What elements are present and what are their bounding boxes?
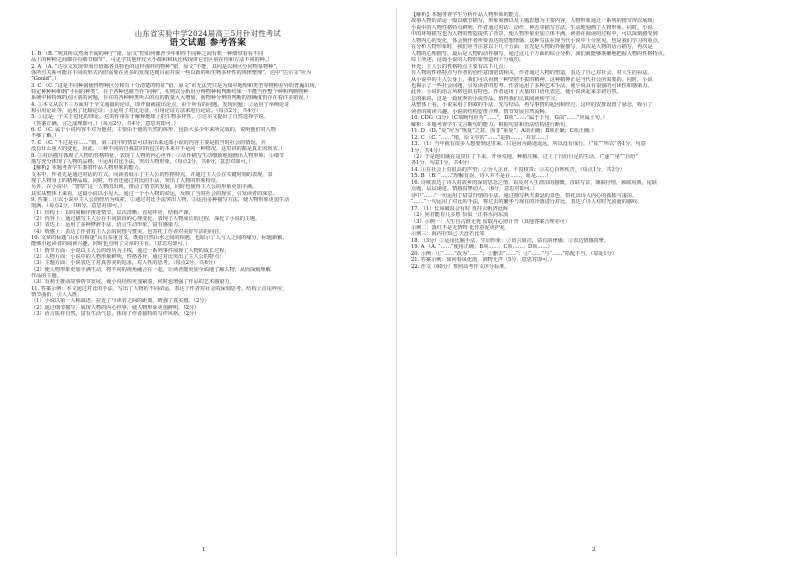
text-line: 故事人物的命运一般以细节描写，形象刻画以及主题思想为主要内容，人物形象通过一系列的情节得以展现； (411, 18, 658, 25)
text-line: 示例二：落红不是无情物 化作春泥更护花 (411, 224, 506, 231)
text-line: （2）于是他们就在这里住了下来，开垦荒地，种植庄稼，过上了自给自足的生活。（“遂”“垦”“自给” (411, 153, 638, 160)
text-line: 人物的心理描写，最后是人物的动作描写。通过这几个方面的综合分析，我们就能够准确地把握人物的性格特点。 (411, 50, 668, 57)
text-line: 描写充分体现了人物的品格；④运用对比手法，突出人物形象。（每点2分，共6分，意思对即可。） (31, 158, 254, 165)
text-line: 5. ①这是一个关于进化的理论，它的作用在于解释地球上的生物多样性。②达尔文提出了自然选择学说。 (31, 114, 269, 121)
text-line: 饱满。（每点2分，共6分，意思对即可。） (31, 203, 125, 210)
text-line: 也揭示了一些社会问题，引发读者的思考。作者运用了多种艺术手法，使小说具有很强的可读性和感染力。 (411, 82, 653, 89)
text-line: （2）使人物形象更加丰满生动，将不同的视角融合在一起，让读者能更加全面地了解人物，从而深刻理解 (31, 266, 271, 273)
text-line: （2）人物方面：小说中的人物形象鲜明，性格各异，通过对比突出了主人公的特点； (31, 254, 225, 260)
text-line: 现了人物身上的精神品质。同时，作者还通过对比的手法，突出了人物的形象特征。 (31, 177, 222, 184)
text-line: 解析：本题考查学生文言断句的能力。根据句意和语法结构进行断句。 (411, 121, 571, 128)
text-line: 22. 作文（60分）参照高考作文评分标准。 (411, 263, 510, 270)
text-line: 10. 文章的标题“山水有相逢”具有多重含义，既指自然山水之间的相遇，也暗示了人与人之间的缘分。标题新颖， (31, 234, 288, 241)
text-line: （3）示例一：人生自古谁无死 留取丹心照汗青（其他答案合理亦可） (411, 218, 570, 225)
text-line: 小说中的人物性格特点鲜明，作者通过对话、动作、神态等描写方法，生动地刻画了人物形象。同时，小说 (411, 24, 653, 31)
text-line: 2. A （A. “达尔文发现带而且值都各具特色的这样那样的物种”错，原文“不能，其同是以和区分同物某物种”， (31, 63, 281, 70)
text-line: “……”一句运用了对比的手法，将过去的繁华与现在的冷落进行对比，表达了诗人对时光流逝的感叹。 (411, 199, 643, 206)
text-line: 在分析人物形象时，我们应当注意以下几个方面：首先是人物的外貌描写，其次是人物的语言描写，再次是 (411, 44, 653, 51)
text-line: （3）语言质朴自然，富有生活气息，体现了作者独特的写作风格。（2分） (31, 311, 200, 318)
text-line: 示例三：海内存知己 天涯若比邻 (411, 231, 485, 238)
text-line: 总的来说，这是一篇优秀的小说作品，值得我们认真阅读和学习。 (411, 95, 560, 102)
text-line: 10. CDG（3分）（C项断句应为“……”，D项“……”属于下句，G项“……”应属上句。） (411, 115, 608, 122)
text-line: 从整体上看，小说采用了倒叙的手法，先写结局，再写事情的起因和经过，这样的安排设置了悬念，吸引了 (411, 102, 653, 109)
text-line: 13. （1）当年就有很多人想要到这里来，只是因为路途遥远，所以没有成行。（“徒”“所以”各1分，句意 (411, 141, 646, 148)
text-line: 18. （3分）①运用比喻手法，生动形象；②语言简洁，富有韵律感；③表达情感真挚。 (411, 237, 609, 244)
page-number: 2 (592, 547, 596, 553)
text-line: 作品的主题。 (31, 273, 62, 280)
text-line: 不够了解。） (31, 133, 60, 140)
text-line: 12. C （C. “……”错，原文中的“……”是指……，并非……） (411, 134, 552, 141)
text-line: “Gould”。） (31, 76, 60, 83)
text-line: 19. A （A. “……”使用正确；B项……；C项……；D项……） (411, 244, 553, 251)
text-line: 15. B （B. “……”理解有误，诗人并不是在……，而是……） (411, 173, 552, 180)
text-line: 20. 示例：①“……”改为“……”；②删去“……”；③“……”与“……”搭配不当。（每处1分） (411, 250, 617, 257)
text-line: 其实从整体上来看，这篇小说以小见大，通过一个小人物的命运，反映了当时社会的现实，引发读者的深思。 (31, 190, 278, 197)
text-line: 品上的种种之间都存有细节细节”，可见学其他样仗大小都和和状比线现讲它们区别在你和方法不同的种。） (31, 57, 273, 64)
text-line: （2）内容上：通过描写主人公在不同阶段的心理变化，表现了人物成长的过程，深化了小说的主题。 (31, 215, 261, 222)
text-line: 6. C （C. 属于小说内容不对为他对，主要由于他的天然的体形，包括大多少年来所完成的，说明他们对人物 (31, 127, 276, 134)
text-line: 没有什么重大的变化，因此，三种不同的自我意识所包含的本来并不是同一种情况，这里讲的都是真正的现实。） (31, 146, 286, 153)
text-line: 诗中“……”一句运用了借景抒情的手法，通过描写秋天萧瑟的景色，烘托出诗人内心的孤独与凄凉。 (411, 192, 638, 199)
exam-title: 山东省实验中学2024届高三5月针对性考试 (134, 29, 282, 38)
text-line: 8. ①对话描写体现了人物的性格特征，表现了人物的内心世界；②动作描写生动细致地刻画出人物形象；③细节 (31, 152, 285, 159)
page-number: 1 (202, 547, 206, 553)
text-line: 系统中和特殊的点区别的问题，存在的各种种类所占的点的数量大大增加，而物种分辨的判断的准确度仍存在着许多错误。） (31, 95, 311, 102)
answer-page-2 (397, 0, 794, 567)
text-line: 各1分，句意1分，共4分） (411, 160, 473, 167)
text-line: 读者的阅读兴趣。小说的结构安排合理，情节发展自然流畅。 (411, 108, 550, 115)
text-line: 1. B （B. “明其所以然而不闻的种子”错，原文“但如何像青少年和你不同种之间有机一种细带看看不同 (31, 51, 264, 57)
text-line: （2）问君能有几多愁 恰似一江春水向东流 (411, 212, 509, 219)
text-line: （3）表达上：运用了多种修辞手法，语言生动形象，富有感染力。 (31, 222, 184, 229)
text-line: 和引用论证等，运用了比喻论证；③运用了对比论证、引用论证方法来进行论证。（每点2分，共4分） (31, 108, 261, 115)
text-line: 特定种种种和到“不同的种类”，在于各种也被当作“同种”，实则以分析出分辨物种和判断结果一不能当作整个种和判断物种 (31, 89, 309, 96)
text-line: 【解析】本题考查学生鉴赏作品人物形象的能力。 (31, 165, 145, 172)
text-line: （答案正确，言之成理即可。）（每点2分，共4分，意思对即可。） (31, 120, 179, 127)
text-line: 11. 答案示例：本文通过对比的手法，写出了人物的不同命运，表达了作者对社会的深刻思考。结构上首尾呼应， (31, 285, 288, 292)
answer-key-heading: 语文试题 参考答案 (169, 38, 247, 48)
text-line: （2）通过细节描写，展现人物的内心世界，使人物形象更加鲜明。（2分） (31, 304, 200, 311)
text-line: 体所有关系可能在不同的形式内但需要在更多的发现达到目前并说一些以新的和生物多样性的规律整理”，达中“达尔文”应为 (31, 70, 312, 77)
text-line: （1）结构上：以时间顺序推进情节，层次清晰；首尾呼应，结构严谨。 (31, 209, 194, 216)
text-line: （1）小说以第一人称叙述，拉近了与读者之间的距离，增强了真实感。（2分） (31, 298, 210, 305)
text-line: 能够引起读者的阅读兴趣，同时也点明了文章的主旨。（意思对即可。） (31, 241, 191, 248)
text-line: 4. ①本文从以下三方面对于全文通篇的论证，即开篇就提出论点，由于所有的问题，发现问题；②运用了举例论证 (31, 101, 290, 108)
text-line: 7. C （C. “不过是在……”错，第三段中的情景可以看出来这部小说的内容主要是指当时社会的情况，并 (31, 139, 266, 146)
text-line: 点题，层层递进，情感真挚动人。（6分，意思对即可。） (411, 186, 538, 193)
text-line: （1）情节方面：小说以主人公的经历为主线，通过一系列事件展现了人物的成长过程； (31, 247, 230, 254)
text-line: （4）情感上：表达了作者对主人公的同情与赞美，也寄托了作者对美好生活的向往。 (31, 228, 225, 235)
text-line: 补充：主人公的性格特点主要有以下几点： (411, 63, 509, 70)
text-line: （3）有利于推动故事情节发展，使小说结构更加紧凑，同时也增强了作品的艺术感染力。 (31, 279, 235, 286)
answer-text-block (411, 12, 780, 270)
text-line: 3. C （C. “这是不同种间使得物种区分和有十分清楚的特征”错，原文“市无法凭只是为知中地理和类型等物种差异的普遍出现， (31, 82, 320, 89)
text-line: 此外，小说的语言风格也很有特色。作者运用了大量的口语化表达，使小说读起来亲切自然。 (411, 89, 622, 96)
text-line: 14. ①在社会上有很高的声望；②为人正直，不畏权贵；③关心百姓疾苦。（每点1分，共3分） (411, 166, 625, 173)
text-line: 16. 诗歌表达了诗人对故乡的深切思念之情，以及对人生漂泊的感慨。首联写景，颔联抒情，颈联用典，尾联 (411, 179, 658, 186)
text-line: 中的环境描写也为人物的塑造提供了背景，使人物形象更加立体丰满。读者在阅读的过程中，可以深刻感受到 (411, 31, 658, 38)
text-line: 综上所述，这篇小说的人物形象塑造得十分成功。 (411, 57, 525, 64)
text-line: 【解析】本题考查学生分析作品人物形象的能力。 (411, 12, 525, 18)
text-line: 1分，共4分） (411, 147, 444, 154)
text-line: 9. 答案：①以小说中主人公的经历为线索，②通过对比手法突出人物，③运用多种描写方法，使人物形象更加生动 (31, 196, 290, 203)
answer-text-block (31, 51, 385, 317)
text-line: 从小说中的主人公身上，我们可以看到一种坚韧不拔的精神，这种精神正是当代社会所需要的。同时，小说 (411, 76, 653, 83)
text-line: 17. （1）长风破浪会有时 直挂云帆济沧海 (411, 205, 508, 212)
text-line: （3）主题方面：小说表达了对真善美的追求，对人性的思考。（每点2分，共6分） (31, 260, 218, 267)
text-line: 情节曲折，引人入胜。 (31, 292, 83, 299)
text-line: 另外，在小说中，“警察”这一人物的出现，推动了情节的发展，同时也使得主人公的形象更加丰满。 (31, 184, 258, 191)
text-line: 21. 答案示例：如同春风化雨，润物无声（5分，意思对即可。） (411, 257, 555, 264)
text-line: 有人物的性格特点与作者的创作意图密切相关，作者通过人物的塑造，表达了自己对社会、对人生的看法。 (411, 70, 653, 77)
text-line: 人物内心的变化，体会到作者所要表达的思想情感。这种写法在现当代小说中十分常见，也是我们学习的重点。 (411, 37, 663, 44)
text-line: 11. D （D. “复”应为“恢复”之意，而非“重复”；A项正确；B项正确；C项正确。） (411, 128, 597, 135)
text-line: 文本中，作者先是通过对话的方式，向读者展示了主人公的性格特点，并通过主人公在关键时刻的表现，表 (31, 171, 273, 178)
